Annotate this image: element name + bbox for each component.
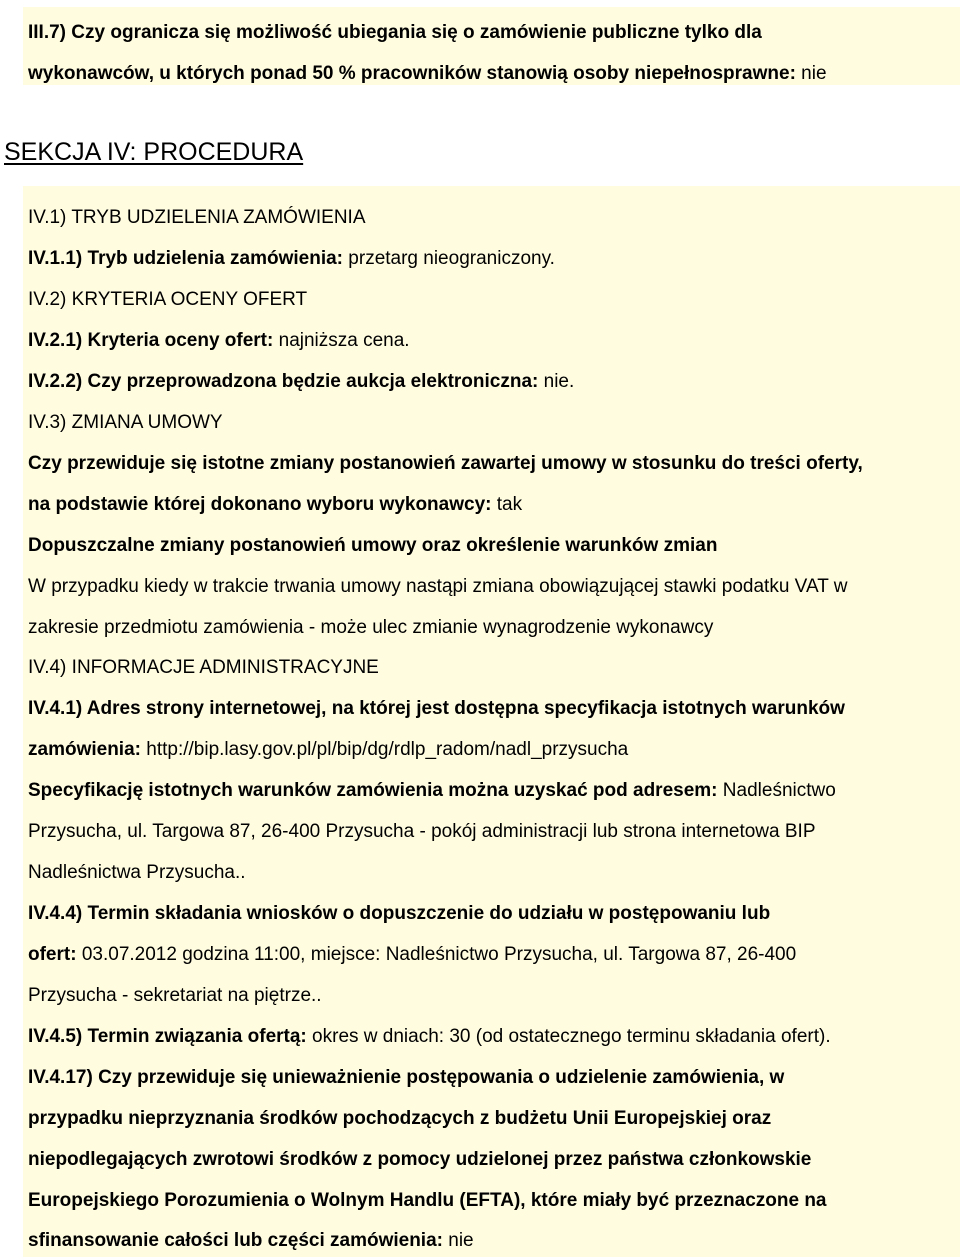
iv2-1-label: IV.2.1) Kryteria oceny ofert:	[28, 330, 274, 351]
iv4-1-url[interactable]: http://bip.lasy.gov.pl/pl/bip/dg/rdlp_radom/nadl_przysucha	[140, 739, 629, 760]
iv2-heading: IV.2) KRYTERIA OCENY OFERT	[28, 289, 308, 310]
q37-line1	[28, 22, 762, 44]
iv4-1-line2	[28, 739, 628, 761]
siwz-line2: Przysucha, ul. Targowa 87, 26-400 Przysucha - pokój administracji lub strona internetowa BIP	[28, 821, 816, 842]
iv4-17-line5	[28, 1230, 474, 1252]
iv4-4-line1: IV.4.4) Termin składania wniosków o dopuszczenie do udziału w postępowaniu lub	[28, 903, 771, 924]
iv4-4-value: 03.07.2012 godzina 11:00, miejsce: Nadleśnictwo Przysucha, ul. Targowa 87, 26-400	[76, 944, 797, 965]
iv4-17-line1: IV.4.17) Czy przewiduje się unieważnienie postępowania o udzielenie zamówienia, w	[28, 1067, 785, 1088]
iv2-2-value: nie.	[538, 371, 575, 392]
siwz-line3: Nadleśnictwa Przysucha..	[28, 862, 246, 883]
iv4-5-value: okres w dniach: 30 (od ostatecznego terminu składania ofert).	[306, 1026, 831, 1047]
iv4-1-label: zamówienia:	[28, 739, 141, 760]
iv1-heading: IV.1) TRYB UDZIELENIA ZAMÓWIENIA	[28, 207, 366, 228]
iv4-4-line2	[28, 944, 796, 966]
siwz-line1	[28, 780, 836, 802]
q37-label-2: wykonawców, u których ponad 50 % pracowników stanowią osoby niepełnosprawne:	[28, 63, 796, 84]
iv4-1-line1: IV.4.1) Adres strony internetowej, na której jest dostępna specyfikacja istotnych warunków	[28, 698, 845, 719]
siwz-value: Nadleśnictwo	[717, 780, 836, 801]
iv1-1-label: IV.1.1) Tryb udzielenia zamówienia:	[28, 248, 344, 269]
q37-label-1: III.7) Czy ogranicza się możliwość ubiegania się o zamówienie publiczne tylko dla	[28, 22, 762, 43]
iv3-question-text-2: na podstawie której dokonano wyboru wykonawcy:	[28, 494, 492, 515]
iv1-1-row	[28, 248, 555, 270]
iv1-1-value: przetarg nieograniczony.	[343, 248, 555, 269]
iv4-5-row	[28, 1026, 831, 1048]
iv3-heading: IV.3) ZMIANA UMOWY	[28, 412, 223, 433]
iv4-heading: IV.4) INFORMACJE ADMINISTRACYJNE	[28, 657, 379, 678]
section-title: SEKCJA IV: PROCEDURA	[4, 138, 304, 166]
iv3-question-value: tak	[491, 494, 523, 515]
iv3-question-text-1: Czy przewiduje się istotne zmiany postanowień zawartej umowy w stosunku do treści oferty,	[28, 453, 863, 474]
iv3-question-line1	[28, 453, 863, 475]
iv4-17-label: sfinansowanie całości lub części zamówienia:	[28, 1230, 443, 1251]
iv4-17-line3: niepodlegających zwrotowi środków z pomocy udzielonej przez państwa członkowskie	[28, 1149, 812, 1170]
iv2-1-row	[28, 330, 410, 352]
siwz-label: Specyfikację istotnych warunków zamówienia można uzyskać pod adresem:	[28, 780, 718, 801]
iv4-4-line3: Przysucha - sekretariat na piętrze..	[28, 985, 322, 1006]
iv4-17-line4: Europejskiego Porozumienia o Wolnym Handlu (EFTA), które miały być przeznaczone na	[28, 1190, 827, 1211]
iv4-4-label: ofert:	[28, 944, 77, 965]
q37-value: nie	[795, 63, 827, 84]
q37-line2	[28, 63, 827, 85]
iv2-2-row	[28, 371, 574, 393]
iv3-allowed-heading: Dopuszczalne zmiany postanowień umowy oraz określenie warunków zmian	[28, 535, 718, 556]
iv2-1-value: najniższa cena.	[273, 330, 410, 351]
iv4-17-line2: przypadku nieprzyznania środków pochodzących z budżetu Unii Europejskiej oraz	[28, 1108, 772, 1129]
iv2-2-label: IV.2.2) Czy przeprowadzona będzie aukcja elektroniczna:	[28, 371, 539, 392]
iv3-allowed-line1: W przypadku kiedy w trakcie trwania umowy nastąpi zmiana obowiązującej stawki podatku VAT w	[28, 576, 848, 597]
iv3-allowed-line2: zakresie przedmiotu zamówienia - może ulec zmianie wynagrodzenie wykonawcy	[28, 617, 714, 638]
iv4-17-value: nie	[442, 1230, 474, 1251]
iv3-question-line2	[28, 494, 522, 516]
iv4-5-label: IV.4.5) Termin związania ofertą:	[28, 1026, 307, 1047]
